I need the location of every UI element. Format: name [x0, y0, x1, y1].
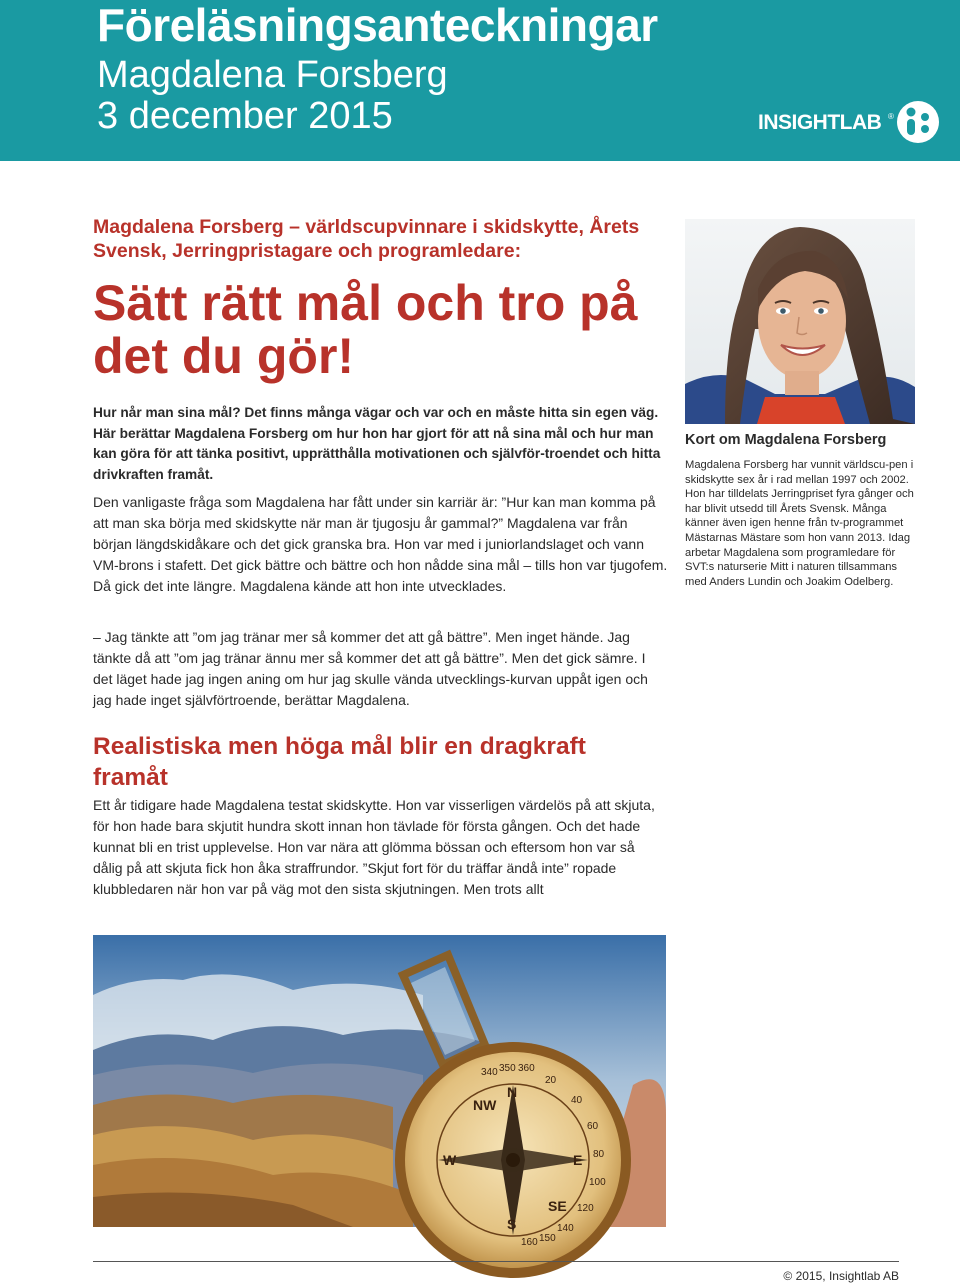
header-banner [0, 0, 960, 161]
compass-number: 20 [545, 1075, 557, 1086]
footer-copyright: © 2015, Insightlab AB [783, 1269, 899, 1283]
compass-number: 60 [587, 1121, 599, 1132]
article-subtitle: Magdalena Forsberg – världscupvinnare i skidskytte, Årets Svensk, Jerringpristagare och programledare: [93, 216, 640, 262]
compass-number: 140 [557, 1223, 574, 1234]
portrait-photo [685, 219, 915, 424]
compass-number: 160 [521, 1237, 538, 1248]
compass-label: W [443, 1152, 457, 1168]
article-headline: Sätt rätt mål och tro på det du gör! [93, 275, 638, 384]
compass-number: 80 [593, 1149, 605, 1160]
sidebar-text: Magdalena Forsberg har vunnit världscu-pen i skidskytte sex år i rad mellan 1997 och 2002. Hon har tilldelats Jerringpriset fyra gånger och har blivit utsedd till Årets Svensk. Många känner även igen henne från tv-programmet Mästarnas Mästare som hon vann 2013. Idag arbetar Magdalena som programledare för SVT:s naturserie Mitt i naturen tillsammans med Anders Lundin och Joakim Odelberg. [685, 459, 914, 588]
document-title: Föreläsningsanteckningar [97, 0, 658, 51]
compass-number: 360 [518, 1063, 535, 1074]
compass-label: E [573, 1152, 583, 1168]
compass-number: 120 [577, 1203, 594, 1214]
compass-landscape-photo [93, 935, 666, 1248]
compass-label: SE [548, 1198, 567, 1214]
compass-number: 150 [539, 1233, 556, 1244]
compass-label: S [507, 1216, 517, 1232]
logo-registered-mark: ® [888, 112, 894, 121]
compass-number: 340 [481, 1067, 498, 1078]
footer-divider [93, 1261, 899, 1262]
body-paragraph-3: Ett år tidigare hade Magdalena testat skidskytte. Hon var visserligen värdelös på att skjuta, för hon hade bara skjutit hundra skott innan hon tävlade för första gången. Och det hade kunnat bli en trist upplevelse. Hon var nära att glömma bössan och eftersom hon var så dålig på att skjuta fick hon åka straffrundor. ”Skjut fort för du träffar ändå inte” ropade klubbledaren när hon var på väg mot den sista skjutningen. Men trots allt [93, 797, 655, 897]
compass-number: 350 [499, 1063, 516, 1074]
compass-label: NW [473, 1097, 497, 1113]
speaker-name: Magdalena Forsberg [97, 54, 448, 96]
insightlab-logo [756, 100, 941, 144]
insightlab-mark-icon [896, 100, 940, 144]
article-lead: Hur når man sina mål? Det finns många vägar och var och en måste hitta sin egen väg. Här berättar Magdalena Forsberg om hur hon har gjort för att nå sina mål och hur man kan göra för att tänka positivt, upprätthålla motivationen och självför-troendet och hitta drivkraften framåt. [93, 405, 661, 482]
body-paragraph-2: – Jag tänkte att ”om jag tränar mer så kommer det att gå bättre”. Men inget hände. Jag tänkte då att ”om jag tränar ännu mer så kommer det att gå bättre”. Men det gick sämre. I det läget hade jag ingen aning om hur jag skulle vända utvecklings-kurvan uppåt igen och jag hade inget självförtroende, berättar Magdalena. [93, 629, 648, 708]
section-heading: Realistiska men höga mål blir en dragkraft framåt [93, 733, 586, 791]
logo-text: INSIGHTLAB [758, 111, 882, 134]
sidebar-title: Kort om Magdalena Forsberg [685, 432, 887, 448]
compass-number: 100 [589, 1177, 606, 1188]
compass-label: N [507, 1084, 518, 1100]
compass-number: 40 [571, 1095, 583, 1106]
body-paragraph-1: Den vanligaste fråga som Magdalena har fått under sin karriär är: ”Hur kan man komma på att man ska börja med skidskytte när man är tjugosju år gammal?” Magdalena var från början längdskidåkare och det gick granska bra. Hon var med i juniorlandslaget och vann VM-brons i stafett. Det gick bättre och bättre och hon nådde sina mål – tills hon var tjugofem. Då gick det inte längre. Magdalena kände att hon inte utvecklades. [93, 494, 668, 594]
lecture-date: 3 december 2015 [97, 95, 393, 137]
